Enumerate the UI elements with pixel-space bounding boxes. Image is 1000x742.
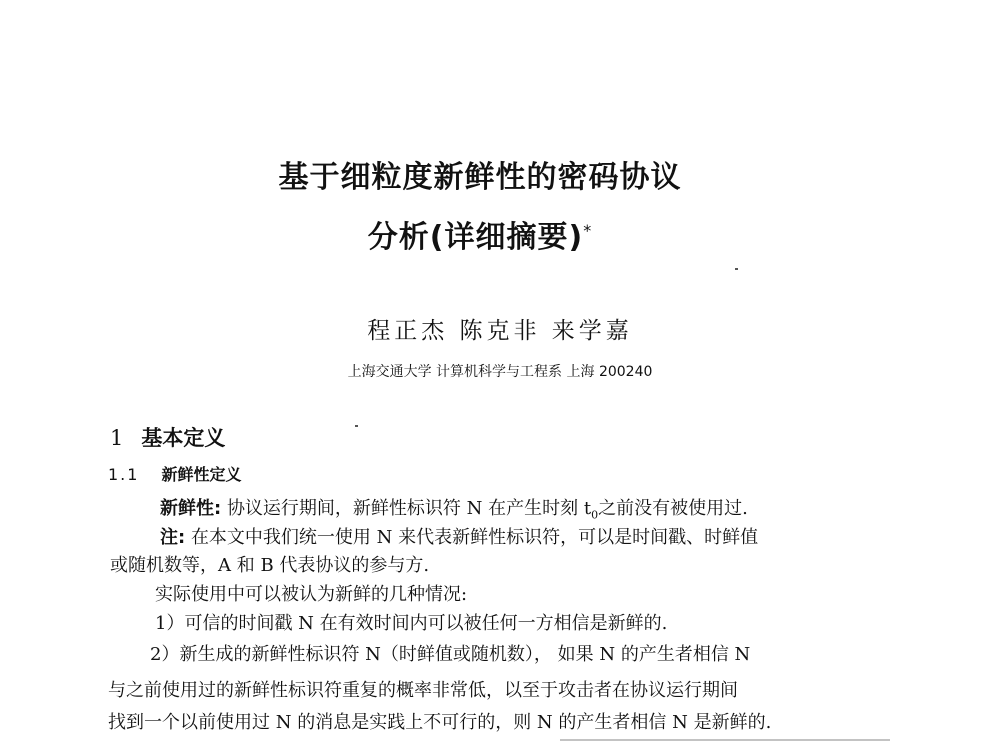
cases-intro: 实际使用中可以被认为新鲜的几种情况: bbox=[155, 584, 468, 605]
case-2: 2）新生成的新鲜性标识符 N（时鲜值或随机数）， 如果 N 的产生者相信 N bbox=[150, 644, 751, 665]
paper-title-line2 bbox=[0, 212, 980, 256]
definition-text-b: 之前没有被使用过. bbox=[598, 498, 748, 519]
section-1-title: 基本定义 bbox=[141, 426, 226, 450]
definition-text-a: 协议运行期间，新鲜性标识符 N 在产生时刻 t bbox=[226, 498, 592, 519]
paper-title-line2-text: 分析(详细摘要) bbox=[367, 220, 584, 255]
truncated-line-mark bbox=[560, 739, 890, 741]
case-2-continuation-2: 找到一个以前使用过 N 的消息是实践上不可行的，则 N 的产生者相信 N 是新鲜的. bbox=[108, 712, 772, 733]
note-text: 在本文中我们统一使用 N 来代表新鲜性标识符，可以是时间戳、时鲜值 bbox=[190, 527, 759, 548]
section-1-number: 1 bbox=[110, 426, 124, 450]
note-continuation: 或随机数等，A 和 B 代表协议的参与方. bbox=[110, 555, 430, 576]
scan-speck bbox=[355, 425, 358, 427]
title-footnote-mark: * bbox=[583, 221, 593, 240]
section-1-1-title: 新鲜性定义 bbox=[161, 465, 242, 484]
note-term: 注: bbox=[160, 527, 186, 548]
section-1-1-heading bbox=[108, 462, 241, 485]
definition-term: 新鲜性: bbox=[160, 498, 222, 519]
section-1-1-number: 1.1 bbox=[108, 465, 140, 484]
scan-speck bbox=[735, 268, 738, 270]
author-list: 程正杰 陈克非 来学嘉 bbox=[367, 318, 633, 344]
definition-line bbox=[160, 494, 748, 522]
affiliation: 上海交通大学 计算机科学与工程系 上海 200240 bbox=[347, 364, 653, 380]
case-2-continuation-1: 与之前使用过的新鲜性标识符重复的概率非常低，以至于攻击者在协议运行期间 bbox=[108, 680, 738, 701]
case-1: 1）可信的时间戳 N 在有效时间内可以被任何一方相信是新鲜的. bbox=[155, 613, 668, 634]
definition-subscript: 0 bbox=[591, 508, 599, 522]
paper-title-line1: 基于细粒度新鲜性的密码协议 bbox=[278, 160, 682, 195]
section-1-heading bbox=[110, 422, 225, 452]
truncated-next-line bbox=[560, 734, 890, 742]
note-line bbox=[160, 523, 758, 549]
